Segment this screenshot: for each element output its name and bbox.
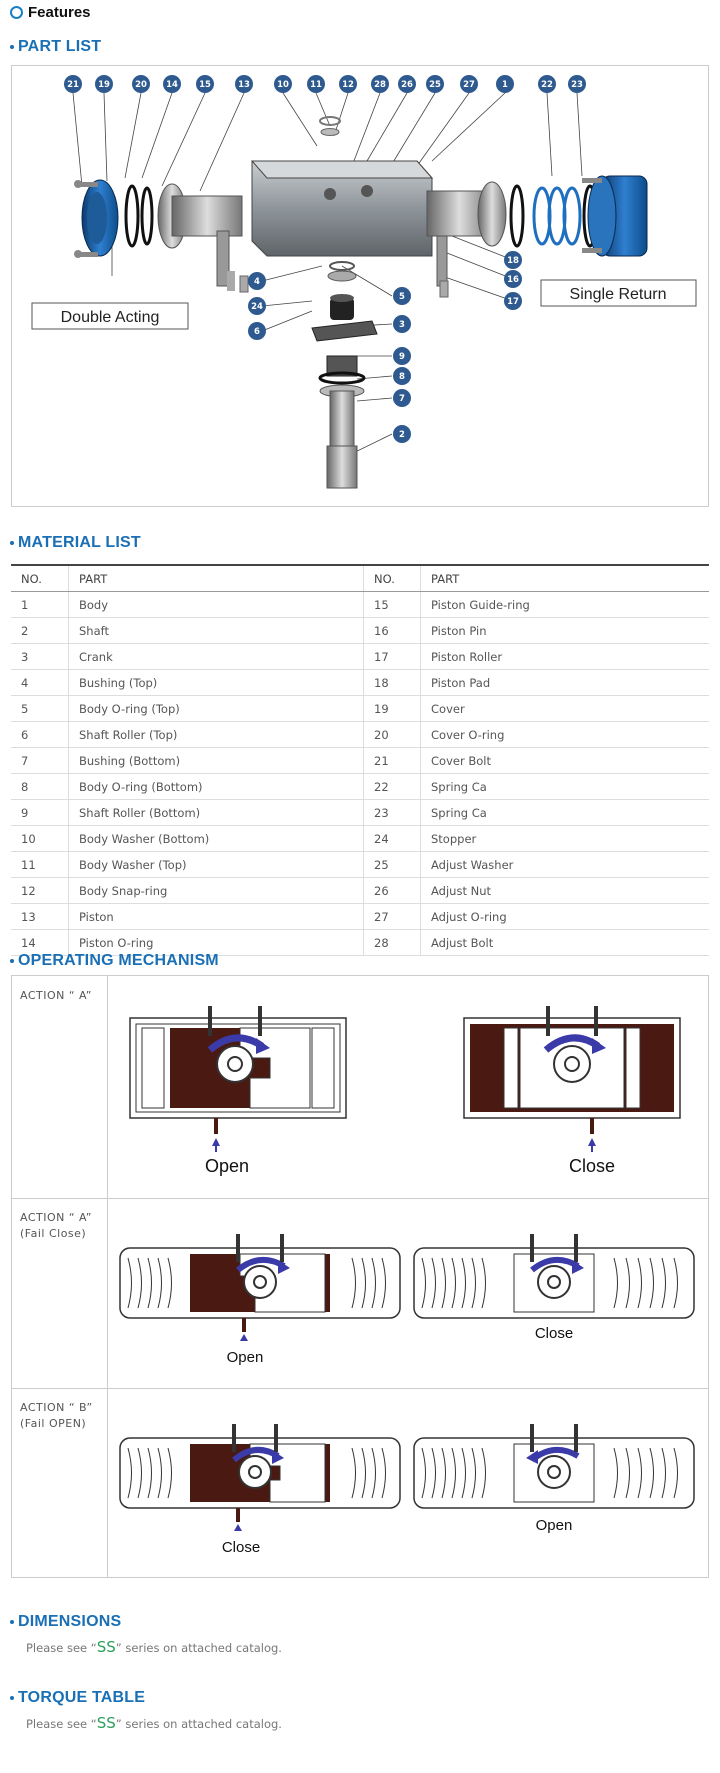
action-a-row: [12, 976, 708, 1199]
table-row: [11, 696, 709, 722]
svg-text:20: 20: [135, 80, 147, 90]
caption-open: Open: [535, 1517, 573, 1534]
table-cell: Bushing (Bottom): [69, 748, 364, 774]
col-header-no-2: NO.: [364, 565, 421, 592]
bullet-icon: [10, 541, 14, 545]
table-row: [11, 852, 709, 878]
action-label: ACTION “ B” (Fail OPEN): [12, 1388, 108, 1577]
table-row: [11, 800, 709, 826]
svg-text:19: 19: [98, 80, 110, 90]
table-cell: 22: [364, 774, 421, 800]
table-cell: Piston Guide-ring: [421, 592, 710, 618]
table-cell: Piston Roller: [421, 644, 710, 670]
operating-title: OPERATING MECHANISM: [18, 952, 219, 969]
table-cell: 17: [364, 644, 421, 670]
table-cell: Cover Bolt: [421, 748, 710, 774]
ss-series-highlight: SS: [96, 1638, 116, 1656]
table-cell: Body Snap-ring: [69, 878, 364, 904]
action-label: ACTION “ A” (Fail Close): [12, 1198, 108, 1388]
torque-title: TORQUE TABLE: [18, 1689, 146, 1706]
table-cell: Bushing (Top): [69, 670, 364, 696]
part-list-title: PART LIST: [18, 38, 102, 55]
svg-text:23: 23: [571, 80, 583, 90]
table-cell: 19: [364, 696, 421, 722]
table-cell: Adjust O-ring: [421, 904, 710, 930]
table-cell: 20: [364, 722, 421, 748]
svg-text:18: 18: [507, 256, 519, 266]
table-row: [11, 748, 709, 774]
single-return-label: Single Return: [569, 286, 667, 303]
table-cell: Spring Ca: [421, 800, 710, 826]
svg-text:15: 15: [199, 80, 211, 90]
table-cell: Adjust Bolt: [421, 930, 710, 956]
table-cell: 8: [11, 774, 69, 800]
table-cell: Stopper: [421, 826, 710, 852]
svg-text:6: 6: [254, 327, 260, 337]
table-cell: 27: [364, 904, 421, 930]
table-cell: Adjust Washer: [421, 852, 710, 878]
table-cell: 14: [11, 930, 69, 956]
table-cell: 1: [11, 592, 69, 618]
table-cell: 26: [364, 878, 421, 904]
table-cell: 21: [364, 748, 421, 774]
material-table: [11, 564, 709, 956]
svg-text:16: 16: [507, 275, 519, 285]
caption-close: Close: [534, 1325, 574, 1342]
svg-text:1: 1: [502, 80, 508, 90]
material-list-heading: [10, 534, 141, 552]
bullet-icon: [10, 1696, 14, 1700]
svg-text:13: 13: [238, 80, 250, 90]
table-cell: 6: [11, 722, 69, 748]
table-cell: 12: [11, 878, 69, 904]
page-header: [10, 2, 91, 22]
part-list-diagram: [11, 65, 709, 507]
col-header-no: NO.: [11, 565, 69, 592]
dimensions-note: Please see “SS” series on attached catalog.: [26, 1638, 282, 1656]
action-a-fail-close-row: [12, 1198, 708, 1389]
table-cell: Body O-ring (Bottom): [69, 774, 364, 800]
table-row: [11, 618, 709, 644]
svg-text:27: 27: [463, 80, 475, 90]
table-cell: 10: [11, 826, 69, 852]
caption-close: Close: [221, 1539, 261, 1556]
exploded-view-illustration: [12, 66, 708, 506]
table-row: [11, 644, 709, 670]
table-cell: 16: [364, 618, 421, 644]
svg-text:10: 10: [277, 80, 289, 90]
table-cell: 3: [11, 644, 69, 670]
table-cell: 13: [11, 904, 69, 930]
svg-text:11: 11: [310, 80, 322, 90]
table-cell: 24: [364, 826, 421, 852]
table-header-row: [11, 565, 709, 592]
bullet-icon: [10, 959, 14, 963]
svg-text:12: 12: [342, 80, 354, 90]
table-cell: 18: [364, 670, 421, 696]
caption-close: Close: [568, 1156, 616, 1176]
action-b-fail-open-row: [12, 1388, 708, 1577]
table-cell: 4: [11, 670, 69, 696]
svg-text:8: 8: [399, 372, 405, 382]
table-cell: 28: [364, 930, 421, 956]
ss-series-highlight: SS: [96, 1714, 116, 1732]
svg-text:26: 26: [401, 80, 413, 90]
table-cell: 2: [11, 618, 69, 644]
table-cell: 15: [364, 592, 421, 618]
svg-text:17: 17: [507, 297, 519, 307]
material-list-title: MATERIAL LIST: [18, 534, 141, 551]
table-row: [11, 774, 709, 800]
table-cell: Crank: [69, 644, 364, 670]
caption-open: Open: [226, 1349, 264, 1366]
operating-mechanism-panel: [11, 975, 709, 1578]
svg-text:5: 5: [399, 292, 405, 302]
svg-text:14: 14: [166, 80, 178, 90]
svg-text:25: 25: [429, 80, 441, 90]
svg-text:4: 4: [254, 277, 260, 287]
table-cell: 11: [11, 852, 69, 878]
table-cell: Piston O-ring: [69, 930, 364, 956]
table-cell: 7: [11, 748, 69, 774]
dimensions-title: DIMENSIONS: [18, 1613, 122, 1630]
table-row: [11, 722, 709, 748]
table-row: [11, 904, 709, 930]
torque-note: Please see “SS” series on attached catalog.: [26, 1714, 282, 1732]
svg-text:28: 28: [374, 80, 386, 90]
svg-text:7: 7: [399, 394, 405, 404]
svg-text:3: 3: [399, 320, 405, 330]
page-title: Features: [28, 3, 91, 21]
action-a-diagrams: [108, 976, 708, 1198]
svg-text:2: 2: [399, 430, 405, 440]
circle-bullet-icon: [10, 6, 23, 19]
part-list-heading: [10, 38, 101, 56]
caption-open: Open: [204, 1156, 250, 1176]
table-cell: Cover: [421, 696, 710, 722]
svg-text:22: 22: [541, 80, 553, 90]
double-acting-label: Double Acting: [60, 309, 160, 326]
svg-text:9: 9: [399, 352, 405, 362]
svg-text:24: 24: [251, 302, 263, 312]
col-header-part: PART: [69, 565, 364, 592]
table-row: [11, 878, 709, 904]
table-cell: Spring Ca: [421, 774, 710, 800]
bullet-icon: [10, 1620, 14, 1624]
table-cell: Adjust Nut: [421, 878, 710, 904]
table-cell: Shaft Roller (Top): [69, 722, 364, 748]
table-cell: Piston Pad: [421, 670, 710, 696]
table-row: [11, 826, 709, 852]
table-row: [11, 670, 709, 696]
svg-text:21: 21: [67, 80, 79, 90]
col-header-part-2: PART: [421, 565, 710, 592]
action-b-fail-open-diagrams: [108, 1388, 708, 1577]
torque-heading: [10, 1689, 145, 1707]
operating-heading: [10, 952, 219, 970]
table-cell: Body Washer (Top): [69, 852, 364, 878]
table-cell: Body Washer (Bottom): [69, 826, 364, 852]
action-a-fail-close-diagrams: [108, 1198, 708, 1388]
dimensions-heading: [10, 1613, 121, 1631]
table-cell: Piston: [69, 904, 364, 930]
action-label: ACTION “ A”: [12, 976, 108, 1198]
table-cell: Shaft Roller (Bottom): [69, 800, 364, 826]
bullet-icon: [10, 45, 14, 49]
table-cell: 9: [11, 800, 69, 826]
table-cell: Body: [69, 592, 364, 618]
table-cell: 5: [11, 696, 69, 722]
table-cell: Cover O-ring: [421, 722, 710, 748]
table-cell: 23: [364, 800, 421, 826]
table-row: [11, 592, 709, 618]
table-cell: Body O-ring (Top): [69, 696, 364, 722]
table-cell: Shaft: [69, 618, 364, 644]
table-cell: 25: [364, 852, 421, 878]
table-cell: Piston Pin: [421, 618, 710, 644]
